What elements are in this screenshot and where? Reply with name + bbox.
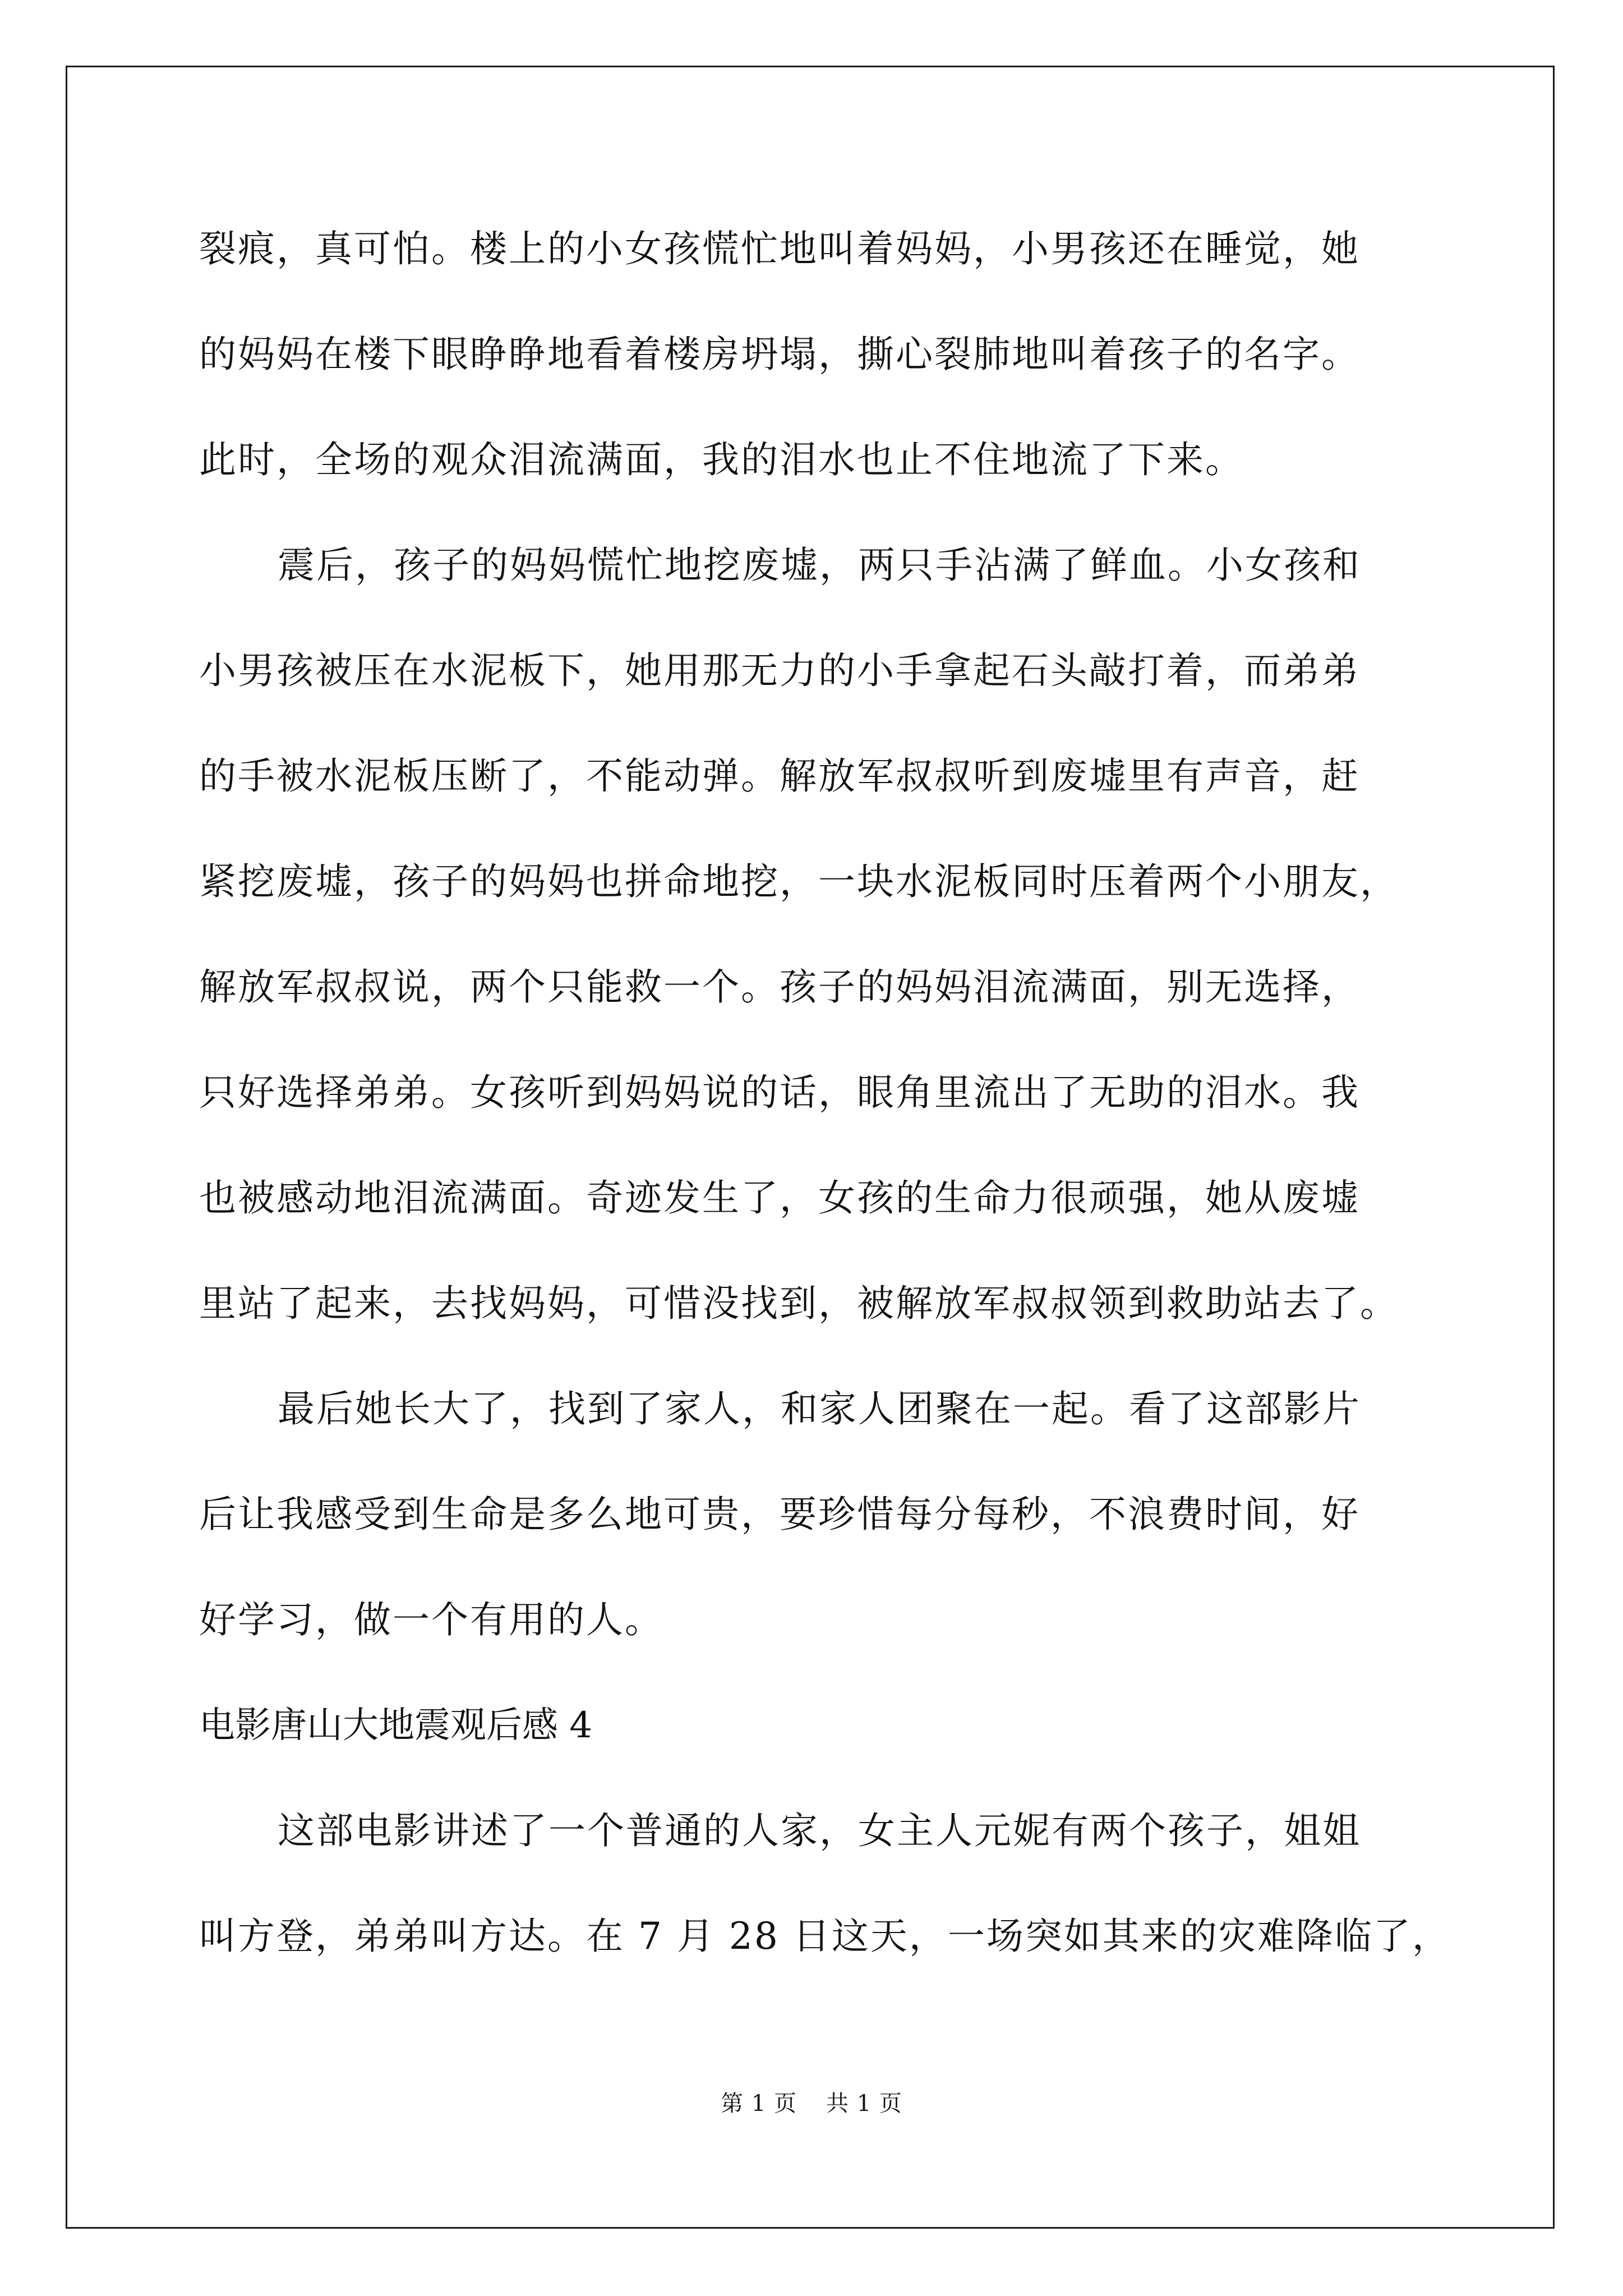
text-line: 的手被水泥板压断了，不能动弹。解放军叔叔听到废墟里有声音，赶 bbox=[199, 754, 1360, 798]
paragraph-1 bbox=[199, 196, 1427, 513]
page-total: 共 1 页 bbox=[826, 2091, 902, 2116]
text-line: 好学习，做一个有用的人。 bbox=[199, 1598, 663, 1641]
essay-title: 电影唐山大地震观后感 4 bbox=[199, 1705, 593, 1746]
text-line: 里站了起来，去找妈妈，可惜没找到，被解放军叔叔领到救助站去了。 bbox=[199, 1282, 1399, 1325]
text-line: 这部电影讲述了一个普通的人家，女主人元妮有两个孩子，姐姐 bbox=[278, 1809, 1361, 1852]
text-line: 的妈妈在楼下眼睁睁地看着楼房坍塌，撕心裂肺地叫着孩子的名字。 bbox=[199, 333, 1360, 376]
text-line: 也被感动地泪流满面。奇迹发生了，女孩的生命力很顽强，她从废墟 bbox=[199, 1176, 1360, 1220]
text-line: 小男孩被压在水泥板下，她用那无力的小手拿起石头敲打着，而弟弟 bbox=[199, 649, 1360, 692]
text-line: 此时，全场的观众泪流满面，我的泪水也止不住地流了下来。 bbox=[199, 438, 1244, 481]
text-line: 紧挖废墟，孩子的妈妈也拼命地挖，一块水泥板同时压着两个小朋友， bbox=[199, 860, 1399, 903]
page-number: 第 1 页 bbox=[721, 2091, 797, 2116]
text-line: 解放军叔叔说，两个只能救一个。孩子的妈妈泪流满面，别无选择， bbox=[199, 965, 1360, 1009]
text-line: 最后她长大了，找到了家人，和家人团聚在一起。看了这部影片 bbox=[278, 1387, 1361, 1430]
text-line: 裂痕，真可怕。楼上的小女孩慌忙地叫着妈妈，小男孩还在睡觉，她 bbox=[199, 227, 1360, 270]
text-line: 后让我感受到生命是多么地可贵，要珍惜每分每秒，不浪费时间，好 bbox=[199, 1493, 1360, 1536]
document-body bbox=[199, 196, 1451, 1989]
paragraph-2 bbox=[199, 513, 1427, 1356]
paragraph-4 bbox=[199, 1778, 1451, 1989]
text-line: 叫方登，弟弟叫方达。在 7 月 28 日这天，一场突如其来的灾难降临了， bbox=[199, 1915, 1451, 1958]
text-line: 震后，孩子的妈妈慌忙地挖废墟，两只手沾满了鲜血。小女孩和 bbox=[278, 544, 1361, 587]
text-line: 只好选择弟弟。女孩听到妈妈说的话，眼角里流出了无助的泪水。我 bbox=[199, 1071, 1360, 1114]
paragraph-3 bbox=[199, 1356, 1427, 1673]
page-footer bbox=[0, 2086, 1623, 2118]
